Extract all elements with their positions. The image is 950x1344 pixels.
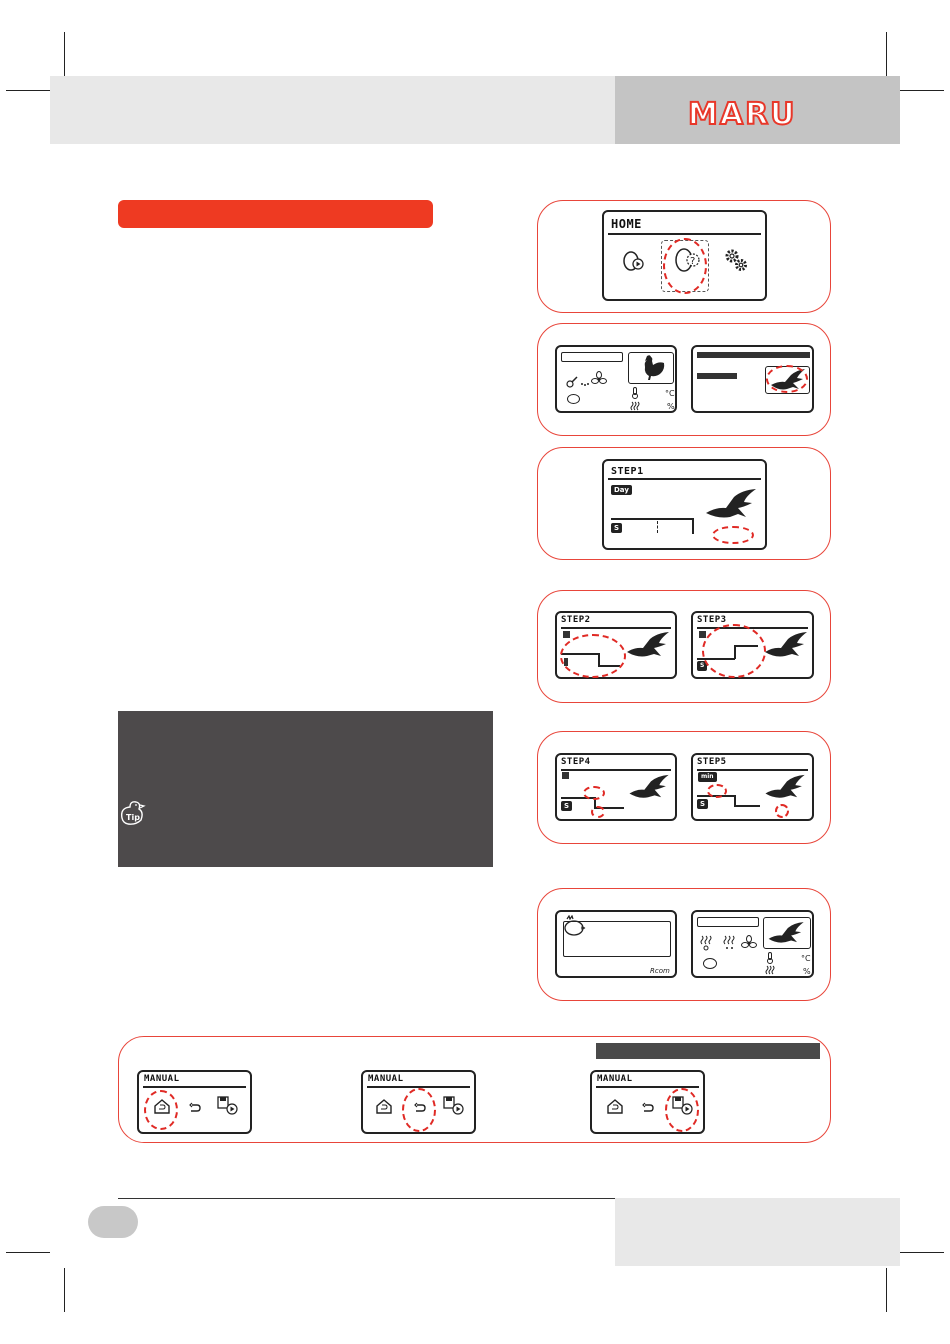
status-name-box	[697, 917, 759, 927]
highlight-circle	[560, 634, 626, 678]
save-play-icon[interactable]	[217, 1096, 239, 1116]
stage-s-tag: S	[561, 801, 572, 811]
rooster-icon	[637, 353, 667, 383]
min-tag: min	[698, 772, 717, 782]
highlight-circle	[707, 784, 727, 798]
manual-title: MANUAL	[597, 1074, 633, 1084]
crop-mark	[886, 1268, 887, 1312]
svg-text:?: ?	[690, 256, 696, 267]
day-tag: Day	[611, 485, 632, 495]
thermometer-icon	[766, 952, 774, 964]
title-divider	[608, 233, 761, 235]
crop-mark	[64, 32, 65, 76]
egg-play-icon[interactable]	[621, 249, 647, 273]
highlight-circle	[663, 238, 707, 294]
highlight-circle	[702, 624, 766, 678]
title-divider	[561, 769, 671, 771]
step3-title: STEP3	[697, 615, 727, 625]
heater-icon	[700, 935, 714, 951]
title-divider	[697, 769, 808, 771]
highlight-circle	[775, 804, 789, 818]
rcom-logo: Rcom	[650, 967, 670, 975]
highlight-circle	[144, 1090, 178, 1130]
maru-logo: MARU	[688, 97, 797, 132]
profile-line	[734, 805, 760, 807]
highlight-circle	[665, 1088, 699, 1132]
crop-mark	[886, 32, 887, 76]
egg-outline-icon	[567, 394, 580, 404]
back-icon[interactable]	[189, 1102, 201, 1114]
highlight-circle	[766, 365, 808, 393]
section-title-bar	[118, 200, 433, 228]
home-icon[interactable]	[375, 1098, 393, 1114]
crop-mark	[6, 1252, 50, 1253]
step5-title: STEP5	[697, 757, 727, 767]
highlight-circle	[402, 1088, 436, 1132]
manual-caption-bar	[596, 1043, 820, 1059]
temp-unit: °C	[665, 389, 675, 398]
step2-title: STEP2	[561, 615, 591, 625]
profile-line	[611, 518, 693, 520]
unit-tag	[562, 772, 569, 779]
humidity-unit: %	[667, 402, 675, 411]
title-divider	[561, 627, 671, 629]
svg-text:Tip: Tip	[126, 813, 140, 822]
bird-silhouette-icon	[767, 920, 807, 946]
thermometer-icon	[631, 387, 639, 399]
back-icon[interactable]	[642, 1102, 654, 1114]
save-play-icon[interactable]	[443, 1096, 465, 1116]
crop-mark	[64, 1268, 65, 1312]
humidity-unit: %	[803, 967, 811, 976]
status-name-box	[561, 352, 623, 362]
highlight-circle	[712, 526, 754, 544]
title-divider	[608, 478, 761, 480]
humidity-icon	[765, 965, 775, 977]
fan-icon	[591, 371, 607, 387]
thermometer-probe-icon	[566, 375, 590, 389]
humidifier-icon	[723, 935, 737, 951]
lcd-run-screen	[691, 910, 814, 978]
lcd-splash-screen	[555, 910, 677, 978]
tip-box	[118, 711, 493, 867]
unit-tag	[563, 631, 570, 638]
chick-tip-icon	[116, 796, 148, 828]
home-title: HOME	[611, 217, 642, 231]
temp-unit: °C	[801, 954, 811, 963]
fan-icon	[741, 935, 757, 951]
page-number-pill	[88, 1206, 138, 1238]
header-band	[50, 76, 615, 144]
crop-mark	[6, 90, 50, 91]
step4-title: STEP4	[561, 757, 591, 767]
crop-mark	[900, 1252, 944, 1253]
footer-band	[615, 1198, 900, 1266]
highlight-circle	[591, 806, 605, 818]
menu-title-bar	[697, 352, 810, 358]
crop-mark	[900, 90, 944, 91]
profile-marker	[657, 521, 658, 533]
unit-tag	[699, 631, 706, 638]
bird-silhouette-icon	[625, 630, 673, 660]
gears-icon[interactable]	[722, 246, 750, 274]
message-box	[563, 921, 671, 957]
profile-step-edge	[692, 518, 694, 534]
bird-silhouette-icon	[627, 773, 673, 801]
lcd-step4-screen	[555, 753, 677, 821]
manual-title: MANUAL	[368, 1074, 404, 1084]
stage-s-tag: S	[697, 799, 708, 809]
title-divider	[143, 1086, 246, 1088]
bird-silhouette-icon	[704, 487, 760, 521]
stage-s-tag: S	[611, 523, 622, 533]
highlight-circle	[583, 786, 605, 800]
home-icon[interactable]	[606, 1098, 624, 1114]
egg-turn-icon	[703, 958, 717, 969]
stage-s-tag: S	[697, 661, 707, 671]
manual-title: MANUAL	[144, 1074, 180, 1084]
bird-silhouette-icon	[763, 773, 809, 801]
bird-silhouette-icon	[763, 630, 811, 660]
lcd-status-screen	[555, 345, 677, 413]
step1-title: STEP1	[611, 466, 644, 477]
humidity-icon	[630, 401, 640, 413]
menu-row-selected	[697, 373, 737, 379]
